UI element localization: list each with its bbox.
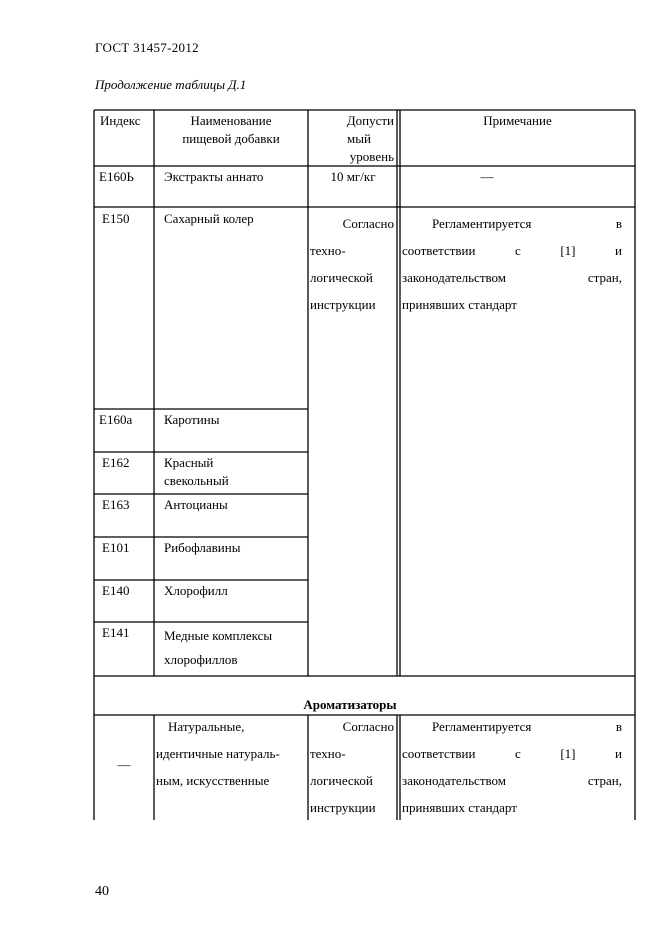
table-caption: Продолжение таблицы Д.1 xyxy=(95,77,247,92)
column-header-index: Индекс xyxy=(100,113,141,128)
cell-name-e150: Сахарный колер xyxy=(164,211,254,226)
cell-index-flavor: — xyxy=(117,757,131,772)
section-title-flavorings: Ароматизаторы xyxy=(303,697,397,712)
cell-name-e163: Антоцианы xyxy=(164,497,228,512)
cell-name-e140: Хлорофилл xyxy=(164,583,228,598)
cell-note-e160b: — xyxy=(480,169,494,184)
cell-name-e141: Медные комплексы хлорофиллов xyxy=(164,628,273,667)
cell-name-e101: Рибофлавины xyxy=(164,540,241,555)
page-number: 40 xyxy=(95,884,109,899)
column-header-name: Наименование пищевой добавки xyxy=(182,113,280,146)
cell-index-e160a: E160a xyxy=(99,412,133,427)
cell-index-e140: E140 xyxy=(102,583,130,598)
column-header-level: Допусти мый уровень xyxy=(346,113,394,164)
cell-name-e160b: Экстракты аннато xyxy=(164,169,264,184)
cell-name-e160a: Каротины xyxy=(164,412,220,427)
cell-note-flavor: Регламентируется в соответствии с [1] и законодательством стран, принявших стандарт xyxy=(402,719,622,815)
cell-index-e141: E141 xyxy=(102,625,130,640)
cell-note-dyes-group: Регламентируется в соответствии с [1] и законодательством стран, принявших стандарт xyxy=(402,216,622,312)
cell-index-e163: E163 xyxy=(102,497,130,512)
document-header: ГОСТ 31457-2012 xyxy=(95,40,199,55)
column-header-note: Примечание xyxy=(483,113,552,128)
cell-name-flavor: Натуральные, идентичные натураль- ным, искусственные xyxy=(156,719,280,788)
cell-index-e160b: E160Ь xyxy=(99,169,134,184)
cell-level-flavor: Согласно техно- логической инструкции xyxy=(310,719,394,815)
cell-level-e160b: 10 мг/кг xyxy=(330,169,376,184)
cell-index-e101: E101 xyxy=(102,540,130,555)
cell-name-e162: Красный свекольный xyxy=(164,455,229,488)
cell-index-e150: E150 xyxy=(102,211,130,226)
cell-level-dyes-group: Согласно техно- логической инструкции xyxy=(310,216,394,312)
cell-index-e162: E162 xyxy=(102,455,130,470)
